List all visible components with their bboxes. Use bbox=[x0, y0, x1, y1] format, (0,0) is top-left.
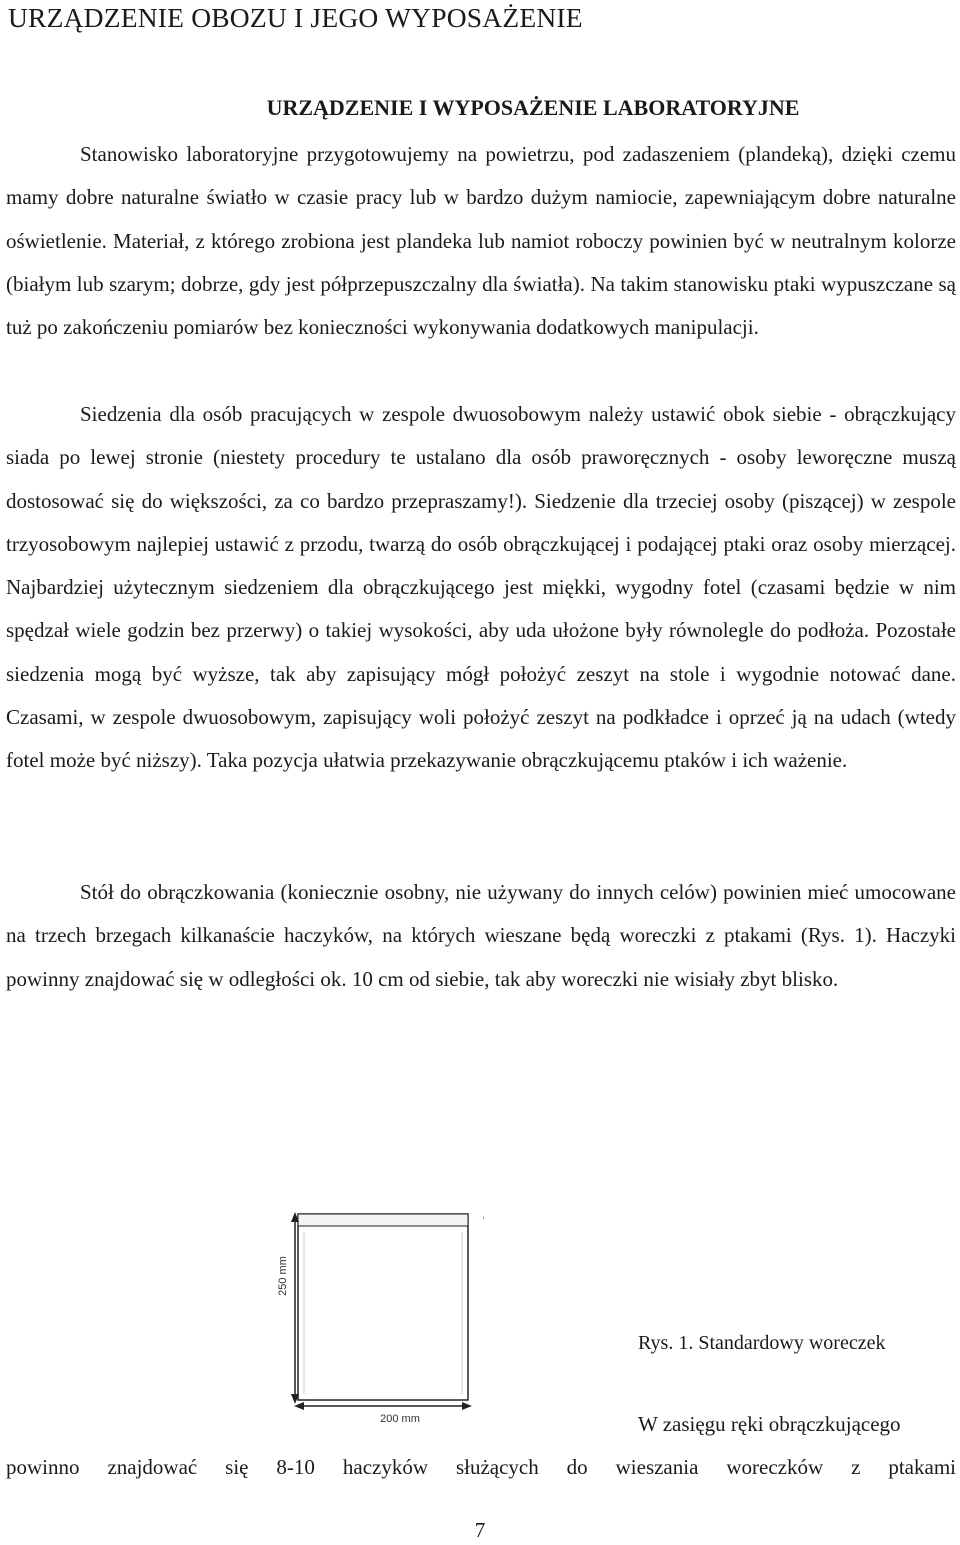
paragraph-laboratory-station: Stanowisko laboratoryjne przygotowujemy na powietrzu, pod zadaszeniem (plandeką), dzięki czemu mamy dobre naturalne światło w czasie pracy lub w bardzo dużym namiocie, zapewniającym dobre naturalne oświetlenie. Materiał, z którego zrobiona jest plandeka lub namiot roboczy powinien być w neutralnym kolorze (białym lub szarym; dobrze, gdy jest półprzepuszczalny dla światła). Na takim stanowisku ptaki wypuszczane są tuż po zakończeniu pomiarów bez konieczności wykonywania dodatkowych manipulacji. bbox=[6, 142, 956, 340]
paragraph-seating: Siedzenia dla osób pracujących w zespole dwuosobowym należy ustawić obok siebie - obrączkujący siada po lewej stronie (niestety procedury te ustalano dla osób praworęcznych - osoby leworęczne muszą dostosować się do większości, za co bardzo przepraszamy!). Siedzenie dla trzeciej osoby (piszącej) w zespole trzyosobowym najlepiej ustawić z przodu, twarzą do osób obrączkującej i podającej ptaki oraz osoby mierzącej. Najbardziej użytecznym siedzeniem dla obrączkującego jest miękki, wygodny fotel (czasami będzie w nim spędzał wiele godzin bez przerwy) o takiej wysokości, aby uda ułożone były równolegle do podłoża. Pozostałe siedzenia mogą być wyższe, tak aby zapisujący mógł położyć zeszyt na stole i wygodnie notować dane. Czasami, w zespole dwuosobowym, zapisujący woli położyć zeszyt na podkładce i oprzeć ją na udach (wtedy fotel może być niższy). Taka pozycja ułatwia przekazywanie obrączkującemu ptaków i ich ważenie. bbox=[6, 402, 956, 773]
section-heading-text: URZĄDZENIE I WYPOSAŻENIE LABORATORYJNE bbox=[266, 95, 800, 120]
page-number: 7 bbox=[474, 1518, 486, 1542]
bird-bag-drawing bbox=[262, 1046, 484, 1438]
figure-caption: Rys. 1. Standardowy woreczek bbox=[638, 1332, 886, 1354]
paragraph-ringing-table: Stół do obrączkowania (koniecznie osobny, nie używany do innych celów) powinien mieć umocowane na trzech brzegach kilkanaście haczyków, na których wieszane będą woreczki z ptakami (Rys. 1). Haczyki powinny znajdować się w odległości ok. 10 cm od siebie, tak aby woreczki nie wisiały zbyt blisko. bbox=[6, 880, 956, 991]
height-dimension-label: 250 mm bbox=[277, 1256, 289, 1296]
page-title: URZĄDZENIE OBOZU I JEGO WYPOSAŻENIE bbox=[8, 2, 583, 33]
section-heading bbox=[0, 92, 960, 124]
paragraph-hooks-continued: powinno znajdować się 8-10 haczyków służących do wieszania woreczków z ptakami bbox=[6, 1455, 956, 1479]
paragraph-hooks-start: W zasięgu ręki obrączkującego bbox=[638, 1412, 901, 1436]
width-arrow-right-icon bbox=[462, 1402, 472, 1410]
width-dimension-label: 200 mm bbox=[380, 1413, 420, 1425]
bag-body bbox=[298, 1214, 468, 1400]
width-arrow-left-icon bbox=[294, 1402, 304, 1410]
bird-bag-figure bbox=[262, 1046, 484, 1438]
bag-hem bbox=[298, 1214, 468, 1226]
